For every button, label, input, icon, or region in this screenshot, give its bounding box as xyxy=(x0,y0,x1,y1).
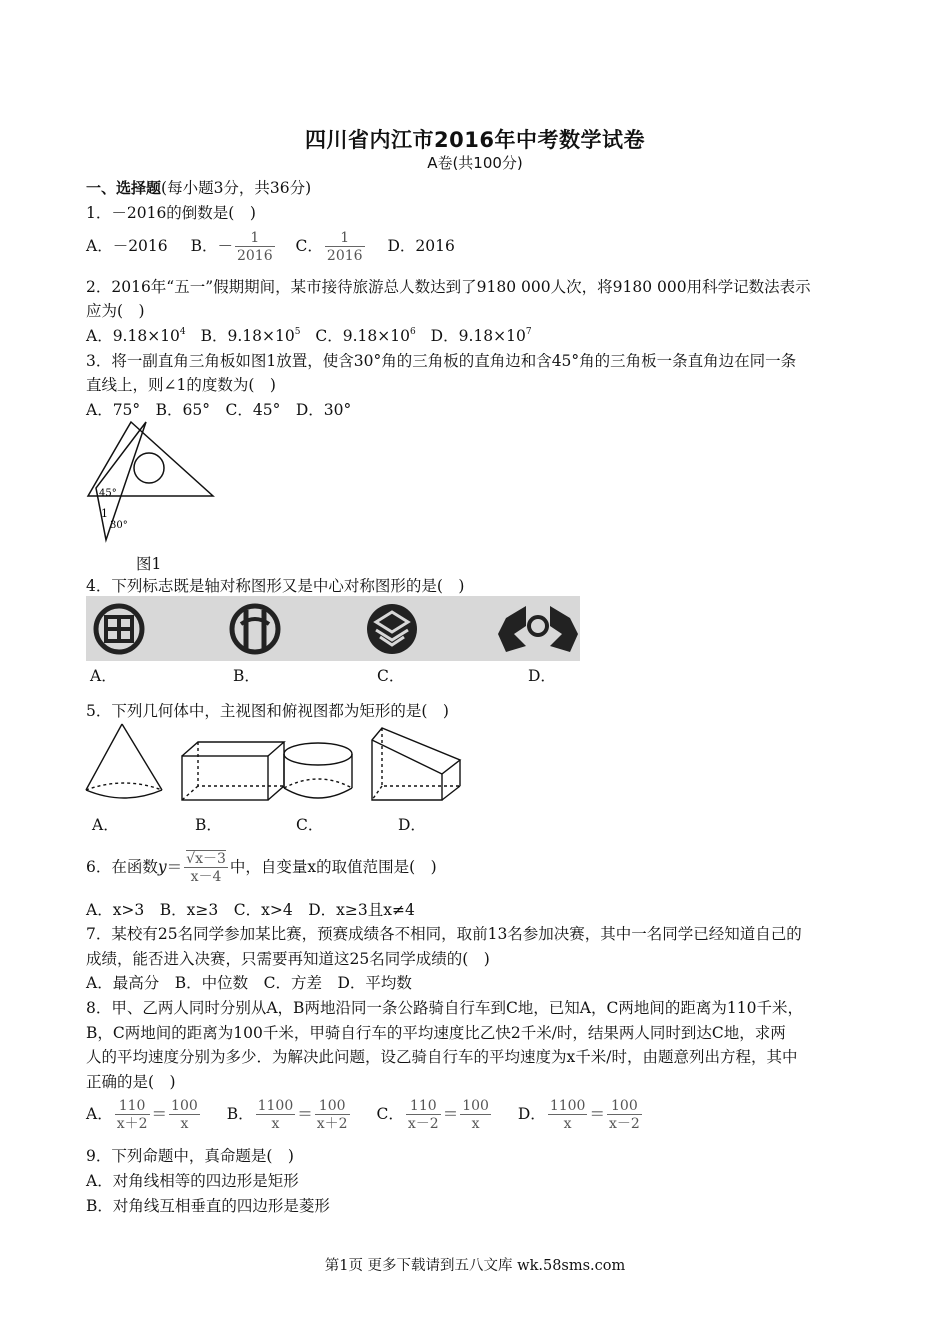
q5-label-b: B． xyxy=(195,816,222,834)
q8-option-a xyxy=(86,1098,202,1132)
left-fraction xyxy=(115,1098,150,1132)
fraction-denominator: x＋2 xyxy=(316,1116,348,1132)
q1-option-b-prefix: B．－ xyxy=(190,237,233,255)
triangle-hole xyxy=(134,453,164,483)
q1-option-b xyxy=(190,230,277,264)
q6-y: y xyxy=(157,858,167,876)
q2-option-b-base: B．9.18×10 xyxy=(200,327,295,345)
angle-30-label: 30° xyxy=(110,520,128,531)
logo-a-icon xyxy=(96,606,142,652)
fraction-numerator: 1100 xyxy=(549,1098,586,1114)
q2-line2: 应为( ) xyxy=(86,302,145,320)
q2-option-a-exponent: 4 xyxy=(179,327,186,337)
q3-triangle-figure xyxy=(86,420,221,545)
q1-option-d: D．2016 xyxy=(387,237,455,255)
page-footer: 第1页 更多下载请到五八文库 wk.58sms.com xyxy=(324,1258,626,1274)
q5-stem: 5．下列几何体中，主视图和俯视图都为矩形的是( ) xyxy=(86,702,449,720)
q3-line2: 直线上，则∠1的度数为( ) xyxy=(86,376,276,394)
cone-shape xyxy=(86,724,162,798)
q7-options: A．最高分 B．中位数 C．方差 D．平均数 xyxy=(86,974,412,992)
fraction-numerator: 110 xyxy=(118,1098,146,1114)
q1-options xyxy=(86,230,455,264)
fraction-denominator: 2016 xyxy=(236,248,273,264)
figure-caption: 图1 xyxy=(136,555,162,573)
angle-1-label: 1 xyxy=(101,507,108,520)
fraction-numerator xyxy=(184,851,228,867)
q2-option-d-exponent: 7 xyxy=(525,327,532,337)
q2-line1: 2．2016年“五一”假期期间，某市接待旅游总人数达到了9180 000人次，将9180 000用科学记数法表示 xyxy=(86,278,811,296)
q8-line2: B，C两地间的距离为100千米，甲骑自行车的平均速度比乙快2千米/时，结果两人同时到达C地，求两 xyxy=(86,1024,786,1042)
sqrt-radicand: √x－3 xyxy=(186,851,226,867)
logo-d-icon xyxy=(498,606,578,652)
fraction-denominator: x xyxy=(256,1114,296,1132)
q2-option-a xyxy=(86,327,186,345)
cuboid-shape xyxy=(182,742,284,800)
section-note: (每小题3分，共36分) xyxy=(161,179,312,197)
q8-option-d xyxy=(517,1098,644,1132)
q7-line1: 7．某校有25名同学参加某比赛，预赛成绩各不相同，取前13名参加决赛，其中一名同学已经知道自己的 xyxy=(86,925,802,943)
q3-line1: 3．将一副直角三角板如图1放置，使含30°角的三角板的直角边和含45°角的三角板一条直角边在同一条 xyxy=(86,352,797,370)
equals-sign: ＝ xyxy=(589,1105,605,1123)
equals-sign: ＝ xyxy=(442,1105,459,1123)
q8-line1: 8．甲、乙两人同时分别从A，B两地沿同一条公路骑自行车到C地，已知A，C两地间的距离为110千米， xyxy=(86,999,803,1017)
fraction-denominator: x xyxy=(169,1114,200,1132)
fraction-denominator: 2016 xyxy=(326,248,363,264)
q2-option-b xyxy=(201,327,301,345)
q2-option-c-exponent: 6 xyxy=(409,327,416,337)
angle-45-label: 45° xyxy=(99,488,117,499)
fraction-numerator: 1100 xyxy=(257,1098,294,1114)
q5-solids-figure xyxy=(82,722,472,812)
fraction-numerator: 100 xyxy=(611,1098,638,1114)
q1-option-c-prefix: C． xyxy=(295,237,323,255)
q6-options: A．x>3 B．x≥3 C．x>4 D．x≥3且x≠4 xyxy=(86,901,415,919)
section-title: 一、选择题 xyxy=(86,179,162,197)
right-fraction xyxy=(169,1098,200,1132)
fraction-numerator: 110 xyxy=(409,1098,437,1114)
fraction-denominator: x＋2 xyxy=(116,1116,148,1132)
fraction-numerator: 100 xyxy=(318,1098,346,1114)
q9-option-b: B．对角线互相垂直的四边形是菱形 xyxy=(86,1197,330,1215)
q5-label-c: C． xyxy=(296,816,324,834)
left-fraction xyxy=(548,1098,588,1132)
q2-option-c xyxy=(315,327,415,345)
q2-option-a-base: A．9.18×10 xyxy=(86,327,180,345)
q6-eq: ＝ xyxy=(166,858,183,876)
prism-shape xyxy=(372,728,460,800)
section-heading xyxy=(86,178,311,198)
q7-line2: 成绩，能否进入决赛，只需要再知道这25名同学成绩的( ) xyxy=(86,950,490,968)
fraction-denominator: x－2 xyxy=(407,1116,439,1132)
logo-c-icon xyxy=(367,604,417,654)
option-label: B． xyxy=(226,1105,254,1123)
fraction-numerator: 100 xyxy=(171,1098,198,1114)
left-fraction xyxy=(406,1098,441,1132)
equals-sign: ＝ xyxy=(297,1105,313,1123)
q5-label-d: D． xyxy=(398,816,426,834)
q8-line3: 人的平均速度分别为多少．为解决此问题，设乙骑自行车的平均速度为x千米/时，由题意列出方程，其中 xyxy=(86,1048,798,1066)
fraction-denominator: x xyxy=(460,1114,491,1132)
triangle-45 xyxy=(88,422,213,496)
cylinder-shape xyxy=(284,743,352,798)
fraction-numerator: 1 xyxy=(340,230,350,246)
q4-label-a: A． xyxy=(90,667,117,685)
q6-stem-prefix: 6．在函数 xyxy=(86,858,158,876)
q8-option-b xyxy=(226,1098,352,1132)
q5-label-a: A． xyxy=(92,816,119,834)
q2-option-b-exponent: 5 xyxy=(294,327,301,337)
fraction-denominator: x xyxy=(548,1114,588,1132)
q1-stem: 1．－2016的倒数是( ) xyxy=(86,204,256,222)
q8-options xyxy=(86,1098,644,1132)
q2-option-c-base: C．9.18×10 xyxy=(315,327,410,345)
q2-option-d-base: D．9.18×10 xyxy=(430,327,526,345)
left-fraction xyxy=(256,1098,296,1132)
q1-option-a: A．－2016 xyxy=(86,237,168,255)
q6-fraction xyxy=(184,851,228,885)
q9-stem: 9．下列命题中，真命题是( ) xyxy=(86,1147,294,1165)
right-fraction xyxy=(315,1098,350,1132)
fraction-numerator: 100 xyxy=(462,1098,489,1114)
q4-label-b: B． xyxy=(233,667,260,685)
q4-label-d: D． xyxy=(528,667,556,685)
q8-option-c xyxy=(376,1098,493,1132)
q1-option-c xyxy=(295,230,367,264)
logo-b-icon xyxy=(232,606,278,652)
q3-options: A．75° B．65° C．45° D．30° xyxy=(86,401,352,419)
right-fraction xyxy=(607,1098,642,1132)
q4-label-c: C． xyxy=(377,667,405,685)
q6-stem-suffix: 中，自变量x的取值范围是( ) xyxy=(229,858,437,876)
q1-option-b-fraction xyxy=(235,230,275,264)
page-title: 四川省内江市2016年中考数学试卷 xyxy=(305,128,645,152)
radicand-text: x－3 xyxy=(195,851,226,867)
option-label: A． xyxy=(86,1105,113,1123)
q2-option-d xyxy=(431,327,532,345)
q4-stem: 4．下列标志既是轴对称图形又是中心对称图形的是( ) xyxy=(86,577,465,595)
q6-stem xyxy=(86,851,437,885)
q1-option-c-fraction xyxy=(325,230,365,264)
fraction-denominator: x－4 xyxy=(184,867,228,885)
q9-option-a: A．对角线相等的四边形是矩形 xyxy=(86,1172,299,1190)
fraction-numerator: 1 xyxy=(250,230,260,246)
equals-sign: ＝ xyxy=(151,1105,168,1123)
q2-options xyxy=(86,326,532,346)
option-label: D． xyxy=(517,1105,546,1123)
fraction-denominator: x－2 xyxy=(608,1116,640,1132)
logo-images xyxy=(86,596,580,661)
page-subtitle: A卷(共100分) xyxy=(427,154,523,172)
q4-logo-strip xyxy=(86,596,580,661)
option-label: C． xyxy=(376,1105,404,1123)
right-fraction xyxy=(460,1098,491,1132)
q8-line4: 正确的是( ) xyxy=(86,1073,176,1091)
